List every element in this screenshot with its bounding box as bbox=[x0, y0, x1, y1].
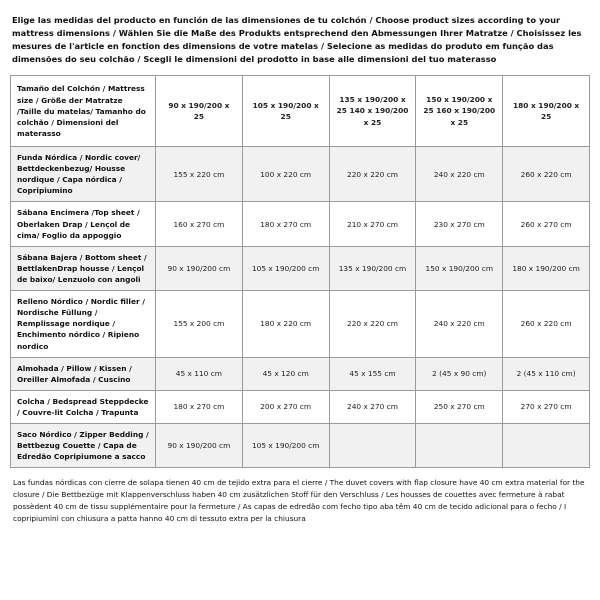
row-value: 240 x 270 cm bbox=[329, 390, 416, 423]
row-value: 240 x 220 cm bbox=[416, 291, 503, 358]
row-value: 200 x 270 cm bbox=[242, 390, 329, 423]
row-label: Saco Nórdico / Zipper Bedding / Bettbezug Couette / Capa de Edredão Copripiumone a sacco bbox=[11, 424, 156, 468]
header-col-3: 135 x 190/200 x 25 140 x 190/200 x 25 bbox=[329, 76, 416, 147]
row-value: 2 (45 x 90 cm) bbox=[416, 357, 503, 390]
row-value: 160 x 270 cm bbox=[156, 202, 243, 246]
table-row bbox=[11, 202, 590, 246]
row-value: 260 x 220 cm bbox=[503, 291, 590, 358]
header-col-5: 180 x 190/200 x 25 bbox=[503, 76, 590, 147]
row-value: 90 x 190/200 cm bbox=[156, 424, 243, 468]
row-value: 260 x 220 cm bbox=[503, 146, 590, 201]
row-value: 155 x 200 cm bbox=[156, 291, 243, 358]
row-value: 155 x 220 cm bbox=[156, 146, 243, 201]
table-row bbox=[11, 424, 590, 468]
row-value: 240 x 220 cm bbox=[416, 146, 503, 201]
row-value: 150 x 190/200 cm bbox=[416, 246, 503, 290]
table-row bbox=[11, 246, 590, 290]
row-value: 105 x 190/200 cm bbox=[242, 246, 329, 290]
row-value: 220 x 220 cm bbox=[329, 291, 416, 358]
row-label: Colcha / Bedspread Steppdecke / Couvre-lit Colcha / Trapunta bbox=[11, 390, 156, 423]
row-label: Relleno Nórdico / Nordic filler / Nordische Füllung / Remplissage nordique / Enchimento nórdico / Ripieno nordico bbox=[11, 291, 156, 358]
row-value bbox=[329, 424, 416, 468]
footnote-text: Las fundas nórdicas con cierre de solapa tienen 40 cm de tejido extra para el cierre / The duvet covers with flap closure have 40 cm extra material for the closure / Die Bettbezüge mit Klappenverschluss haben 40 cm zusätzlichen Stoff für den Verschluss / Les housses de couettes avec fermeture à rabat possèdent 40 cm de tissu supplémentaire pour la fermeture / As capas de edredão com fecho tipo aba têm 40 cm de tecido adicional para o fecho / I copripiumini con chiusura a patta hanno 40 cm di tessuto extra per la chiusura bbox=[13, 478, 585, 523]
table-header-row bbox=[11, 76, 590, 147]
table-row bbox=[11, 390, 590, 423]
size-table-body bbox=[11, 76, 590, 468]
row-value: 45 x 110 cm bbox=[156, 357, 243, 390]
row-value bbox=[416, 424, 503, 468]
row-value: 210 x 270 cm bbox=[329, 202, 416, 246]
row-label: Almohada / Pillow / Kissen / Oreiller Almofada / Cuscino bbox=[11, 357, 156, 390]
row-value: 2 (45 x 110 cm) bbox=[503, 357, 590, 390]
row-value: 90 x 190/200 cm bbox=[156, 246, 243, 290]
row-value: 45 x 155 cm bbox=[329, 357, 416, 390]
row-value: 260 x 270 cm bbox=[503, 202, 590, 246]
row-value bbox=[503, 424, 590, 468]
header-label-cell: Tamaño del Colchón / Mattress size / Größe der Matratze /Taille du matelas/ Tamanho do colchão / Dimensioni del materasso bbox=[11, 76, 156, 147]
row-value: 45 x 120 cm bbox=[242, 357, 329, 390]
row-value: 230 x 270 cm bbox=[416, 202, 503, 246]
row-label: Sábana Bajera / Bottom sheet / BettlakenDrap housse / Lençol de baixo/ Lenzuolo con angoli bbox=[11, 246, 156, 290]
row-label: Funda Nórdica / Nordic cover/ Bettdeckenbezug/ Housse nordique / Capa nórdica / Copripiumino bbox=[11, 146, 156, 201]
header-col-4: 150 x 190/200 x 25 160 x 190/200 x 25 bbox=[416, 76, 503, 147]
row-value: 100 x 220 cm bbox=[242, 146, 329, 201]
row-value: 180 x 270 cm bbox=[242, 202, 329, 246]
table-row bbox=[11, 146, 590, 201]
table-row bbox=[11, 291, 590, 358]
row-value: 180 x 190/200 cm bbox=[503, 246, 590, 290]
table-row bbox=[11, 357, 590, 390]
row-label: Sábana Encimera /Top sheet / Oberlaken Drap / Lençol de cima/ Foglio da appoggio bbox=[11, 202, 156, 246]
intro-text: Elige las medidas del producto en función de las dimensiones de tu colchón / Choose product sizes according to your mattress dimensions / Wählen Sie die Maße des Produkts entsprechend den Abmessungen Ihrer Matratze / Choisissez les mesures de l'article en fonction des dimensions de votre matelas / Selecione as medidas do produto em função das dimensões do seu colchão / Scegli le dimensioni del prodotto in base alle dimensioni del tuo materasso bbox=[12, 15, 582, 64]
header-col-1: 90 x 190/200 x 25 bbox=[156, 76, 243, 147]
row-value: 250 x 270 cm bbox=[416, 390, 503, 423]
header-col-2: 105 x 190/200 x 25 bbox=[242, 76, 329, 147]
row-value: 180 x 220 cm bbox=[242, 291, 329, 358]
row-value: 105 x 190/200 cm bbox=[242, 424, 329, 468]
row-value: 270 x 270 cm bbox=[503, 390, 590, 423]
row-value: 220 x 220 cm bbox=[329, 146, 416, 201]
size-table bbox=[10, 75, 590, 468]
row-value: 135 x 190/200 cm bbox=[329, 246, 416, 290]
row-value: 180 x 270 cm bbox=[156, 390, 243, 423]
